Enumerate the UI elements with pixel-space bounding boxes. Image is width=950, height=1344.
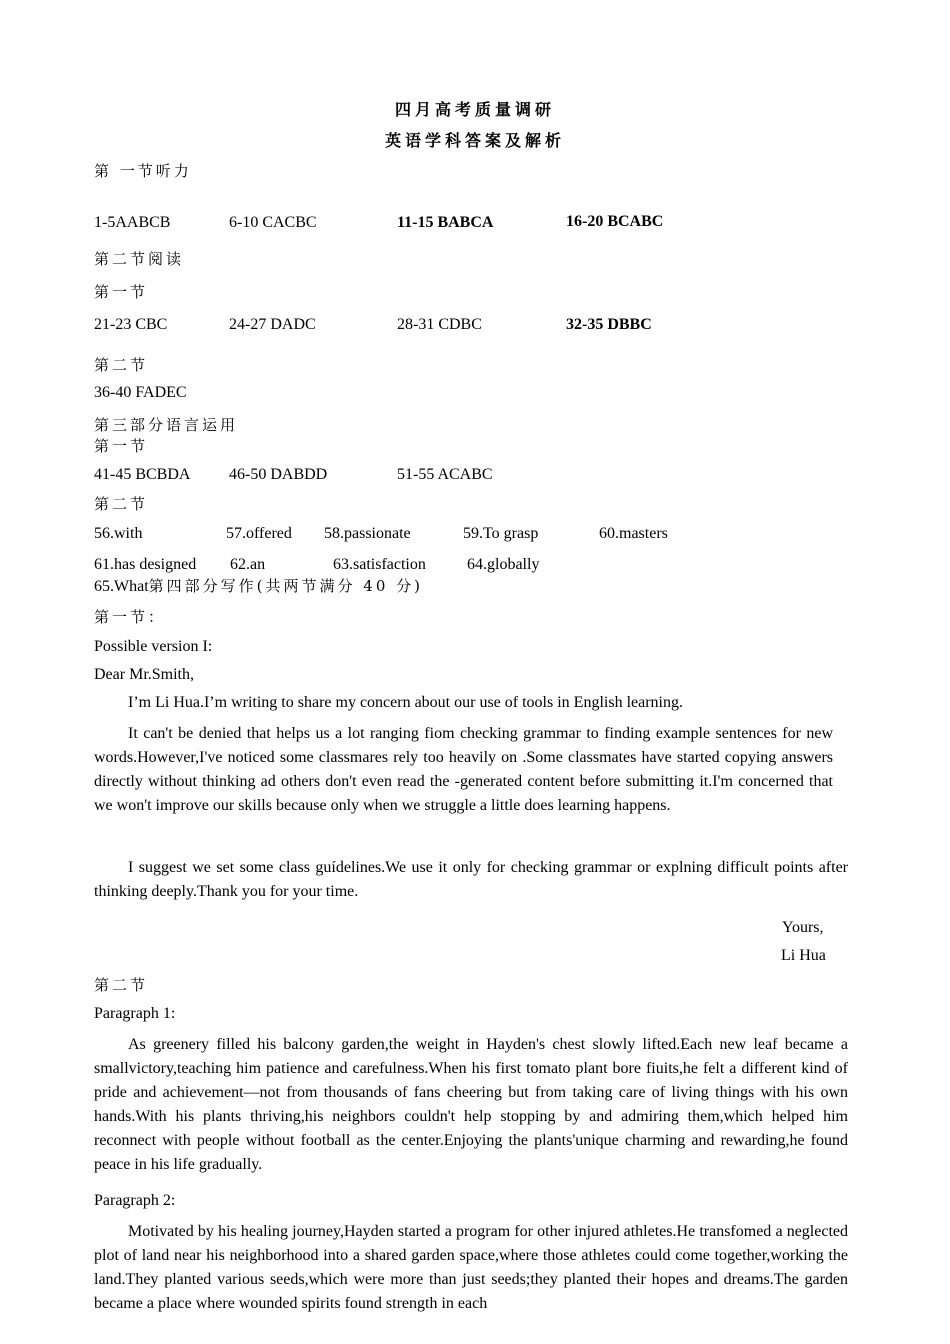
letter-salutation: Dear Mr.Smith, <box>94 666 194 683</box>
section-title-language-use: 第三部分语言运用 <box>94 416 239 434</box>
fill-answer: 63.satisfaction <box>333 556 426 573</box>
fill-answer-row <box>94 576 423 597</box>
version-label: Possible version I: <box>94 638 213 655</box>
section-title-reading: 第二节阅读 <box>94 250 185 268</box>
document-title: 四月高考质量调研 <box>394 100 555 119</box>
fill-answer: 65.What <box>94 578 149 595</box>
answer-group: 51-55 ACABC <box>397 466 493 483</box>
answer-group: 6-10 CACBC <box>229 214 317 231</box>
subsection-title: 第二节 <box>94 356 149 374</box>
subsection-title: 第一节 <box>94 283 149 301</box>
letter-signature: Li Hua <box>781 947 826 964</box>
fill-answer: 61.has designed <box>94 556 197 573</box>
answer-group: 32-35 DBBC <box>566 316 652 333</box>
subsection-title: 第二节 <box>94 976 149 994</box>
subsection-title: 第二节 <box>94 495 149 513</box>
paragraph-text: As greenery filled his balcony garden,the weight in Hayden's chest slowly lifted.Each new leaf became a smallvictory,teaching him patience and carefulness.When his first tomato plant bore fiuits,he felt a different kind of pride and achievement—not from thousands of fans cheering but from taking care of living things with his own hands.With his plants thriving,his neighbors couldn't help stopping by and admiring them,which helped him reconnect with people without football as the center.Enjoying the plants'unique charming and rewarding,he found peace in his life gradually. <box>94 1036 848 1173</box>
paragraph-text: Motivated by his healing journey,Hayden started a program for other injured athletes.He transfomed a neglected plot of land near his neighborhood into a shared garden space,where those athletes could come together,working the land.They planted various seeds,which were more than just seeds;they planted their hopes and dreams.The garden became a place where wounded spirits found strength in each <box>94 1223 848 1312</box>
answer-group: 1-5AABCB <box>94 214 171 231</box>
answer-group: 24-27 DADC <box>229 316 316 333</box>
document-subtitle: 英语学科答案及解析 <box>384 131 565 150</box>
fill-answer: 62.an <box>230 556 266 573</box>
fill-answer: 64.globally <box>467 556 540 573</box>
paragraph-text: I suggest we set some class guídelines.We use it only for checking grammar or explning difficult points after thinking deeply.Thank you for your time. <box>94 859 848 900</box>
answer-group: 41-45 BCBDA <box>94 466 191 483</box>
story-paragraph <box>94 1033 848 1177</box>
answer-group: 46-50 DABDD <box>229 466 328 483</box>
letter-paragraph <box>94 722 833 818</box>
answer-group: 16-20 BCABC <box>566 213 664 230</box>
answer-group: 28-31 CDBC <box>397 316 482 333</box>
letter-closing: Yours, <box>782 919 824 936</box>
fill-answer: 58.passionate <box>324 525 411 542</box>
fill-answer: 59.To grasp <box>463 525 539 542</box>
paragraph-text: It can't be denied that helps us a lot ranging fiom checking grammar to finding example sentences for new words.However,I've noticed some classmares rely too heavily on .Some classmates have started copying answers directly without thinking ad others don't even read the -generated content before submitting it.I'm concerned that we won't improve our skills because only when we struggle a little does learning happens. <box>94 725 833 814</box>
subsection-title: 第一节 <box>94 437 149 455</box>
answer-group: 11-15 BABCA <box>397 214 494 231</box>
answer-group: 21-23 CBC <box>94 316 168 333</box>
section-title-writing: 第四部分写作(共两节满分 40 分) <box>148 577 423 595</box>
story-paragraph <box>94 1220 848 1316</box>
answer-group: 36-40 FADEC <box>94 384 187 401</box>
letter-paragraph <box>94 691 848 715</box>
letter-paragraph <box>94 856 848 904</box>
paragraph-label: Paragraph 2: <box>94 1192 176 1209</box>
fill-answer: 57.offered <box>226 525 292 542</box>
subsection-title: 第一节： <box>94 608 167 626</box>
section-title-listening: 第 一节听力 <box>94 162 192 180</box>
fill-answer: 60.masters <box>599 525 668 542</box>
paragraph-label: Paragraph 1: <box>94 1005 176 1022</box>
paragraph-text: I’m Li Hua.I’m writing to share my concern about our use of tools in English learning. <box>128 694 683 711</box>
fill-answer: 56.with <box>94 525 143 542</box>
